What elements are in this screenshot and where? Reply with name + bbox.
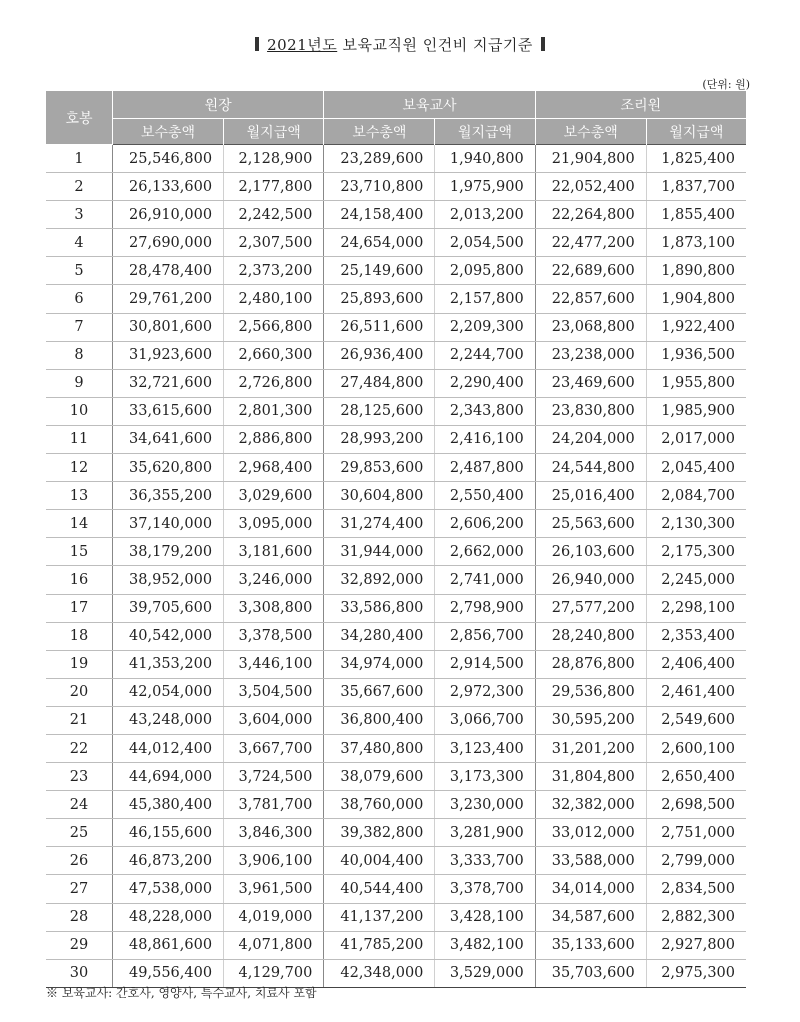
value-cell: 3,529,000	[435, 959, 535, 987]
value-cell: 23,830,800	[535, 397, 646, 425]
rank-cell: 30	[46, 959, 113, 987]
value-cell: 2,834,500	[646, 875, 746, 903]
value-cell: 35,620,800	[113, 454, 224, 482]
value-cell: 2,017,000	[646, 425, 746, 453]
value-cell: 25,016,400	[535, 482, 646, 510]
value-cell: 31,944,000	[324, 538, 435, 566]
table-row	[46, 763, 746, 791]
value-cell: 3,123,400	[435, 734, 535, 762]
value-cell: 2,550,400	[435, 482, 535, 510]
value-cell: 44,694,000	[113, 763, 224, 791]
value-cell: 26,940,000	[535, 566, 646, 594]
value-cell: 1,904,800	[646, 285, 746, 313]
value-cell: 2,416,100	[435, 425, 535, 453]
value-cell: 30,595,200	[535, 706, 646, 734]
table-row	[46, 425, 746, 453]
value-cell: 21,904,800	[535, 145, 646, 173]
value-cell: 28,125,600	[324, 397, 435, 425]
value-cell: 44,012,400	[113, 734, 224, 762]
table-row	[46, 650, 746, 678]
value-cell: 1,922,400	[646, 313, 746, 341]
value-cell: 2,244,700	[435, 341, 535, 369]
value-cell: 46,155,600	[113, 819, 224, 847]
value-cell: 2,175,300	[646, 538, 746, 566]
value-cell: 34,014,000	[535, 875, 646, 903]
rank-cell: 22	[46, 734, 113, 762]
document-title	[0, 34, 800, 55]
value-cell: 28,876,800	[535, 650, 646, 678]
value-cell: 2,799,000	[646, 847, 746, 875]
value-cell: 2,343,800	[435, 397, 535, 425]
value-cell: 2,461,400	[646, 678, 746, 706]
table-row	[46, 678, 746, 706]
value-cell: 29,761,200	[113, 285, 224, 313]
rank-cell: 12	[46, 454, 113, 482]
value-cell: 25,563,600	[535, 510, 646, 538]
rank-cell: 10	[46, 397, 113, 425]
value-cell: 22,477,200	[535, 229, 646, 257]
value-cell: 3,846,300	[224, 819, 324, 847]
table-row	[46, 285, 746, 313]
value-cell: 2,487,800	[435, 454, 535, 482]
rank-cell: 24	[46, 791, 113, 819]
value-cell: 3,428,100	[435, 903, 535, 931]
value-cell: 26,936,400	[324, 341, 435, 369]
rank-cell: 3	[46, 201, 113, 229]
rank-cell: 11	[46, 425, 113, 453]
value-cell: 3,961,500	[224, 875, 324, 903]
value-cell: 46,873,200	[113, 847, 224, 875]
value-cell: 2,968,400	[224, 454, 324, 482]
value-cell: 42,348,000	[324, 959, 435, 987]
value-cell: 34,587,600	[535, 903, 646, 931]
value-cell: 22,689,600	[535, 257, 646, 285]
value-cell: 3,281,900	[435, 819, 535, 847]
value-cell: 24,544,800	[535, 454, 646, 482]
value-cell: 29,536,800	[535, 678, 646, 706]
value-cell: 23,289,600	[324, 145, 435, 173]
value-cell: 22,264,800	[535, 201, 646, 229]
rank-cell: 7	[46, 313, 113, 341]
value-cell: 35,703,600	[535, 959, 646, 987]
value-cell: 3,604,000	[224, 706, 324, 734]
table-row	[46, 931, 746, 959]
rank-cell: 23	[46, 763, 113, 791]
rank-cell: 4	[46, 229, 113, 257]
value-cell: 1,873,100	[646, 229, 746, 257]
value-cell: 25,893,600	[324, 285, 435, 313]
value-cell: 2,741,000	[435, 566, 535, 594]
header-group-teacher: 보육교사	[324, 91, 535, 119]
value-cell: 25,546,800	[113, 145, 224, 173]
value-cell: 1,940,800	[435, 145, 535, 173]
rank-cell: 25	[46, 819, 113, 847]
value-cell: 23,068,800	[535, 313, 646, 341]
value-cell: 35,133,600	[535, 931, 646, 959]
table-row	[46, 173, 746, 201]
title-year: 2021년도	[267, 36, 338, 54]
value-cell: 38,952,000	[113, 566, 224, 594]
table-row	[46, 510, 746, 538]
value-cell: 1,890,800	[646, 257, 746, 285]
table-row	[46, 734, 746, 762]
rank-cell: 16	[46, 566, 113, 594]
value-cell: 34,974,000	[324, 650, 435, 678]
rank-cell: 20	[46, 678, 113, 706]
value-cell: 33,586,800	[324, 594, 435, 622]
value-cell: 26,910,000	[113, 201, 224, 229]
value-cell: 2,606,200	[435, 510, 535, 538]
value-cell: 40,544,400	[324, 875, 435, 903]
value-cell: 2,054,500	[435, 229, 535, 257]
value-cell: 43,248,000	[113, 706, 224, 734]
value-cell: 28,478,400	[113, 257, 224, 285]
value-cell: 36,355,200	[113, 482, 224, 510]
rank-cell: 17	[46, 594, 113, 622]
table-row	[46, 369, 746, 397]
value-cell: 4,019,000	[224, 903, 324, 931]
header-subcol: 보수총액	[324, 119, 435, 145]
table-row	[46, 201, 746, 229]
value-cell: 34,641,600	[113, 425, 224, 453]
value-cell: 2,298,100	[646, 594, 746, 622]
table-row	[46, 875, 746, 903]
value-cell: 23,238,000	[535, 341, 646, 369]
table-row	[46, 819, 746, 847]
value-cell: 3,173,300	[435, 763, 535, 791]
value-cell: 2,045,400	[646, 454, 746, 482]
table-row	[46, 397, 746, 425]
rank-cell: 13	[46, 482, 113, 510]
value-cell: 3,095,000	[224, 510, 324, 538]
value-cell: 1,837,700	[646, 173, 746, 201]
rank-cell: 14	[46, 510, 113, 538]
value-cell: 48,861,600	[113, 931, 224, 959]
value-cell: 2,157,800	[435, 285, 535, 313]
value-cell: 2,566,800	[224, 313, 324, 341]
table-row	[46, 229, 746, 257]
value-cell: 2,662,000	[435, 538, 535, 566]
footnote: ※ 보육교사: 간호사, 영양사, 특수교사, 치료사 포함	[46, 986, 317, 1000]
table-header	[46, 91, 746, 145]
value-cell: 3,378,500	[224, 622, 324, 650]
header-subcol: 보수총액	[535, 119, 646, 145]
value-cell: 27,690,000	[113, 229, 224, 257]
rank-cell: 27	[46, 875, 113, 903]
rank-cell: 19	[46, 650, 113, 678]
value-cell: 4,129,700	[224, 959, 324, 987]
value-cell: 2,975,300	[646, 959, 746, 987]
header-subcol: 월지급액	[224, 119, 324, 145]
value-cell: 3,333,700	[435, 847, 535, 875]
value-cell: 40,542,000	[113, 622, 224, 650]
rank-cell: 29	[46, 931, 113, 959]
value-cell: 2,209,300	[435, 313, 535, 341]
value-cell: 3,504,500	[224, 678, 324, 706]
value-cell: 26,133,600	[113, 173, 224, 201]
unit-label: (단위: 원)	[702, 78, 750, 91]
value-cell: 40,004,400	[324, 847, 435, 875]
rank-cell: 9	[46, 369, 113, 397]
table-row	[46, 706, 746, 734]
value-cell: 38,179,200	[113, 538, 224, 566]
value-cell: 2,128,900	[224, 145, 324, 173]
value-cell: 2,751,000	[646, 819, 746, 847]
value-cell: 37,480,800	[324, 734, 435, 762]
rank-cell: 28	[46, 903, 113, 931]
value-cell: 2,726,800	[224, 369, 324, 397]
title-bar-left	[255, 37, 259, 51]
value-cell: 22,857,600	[535, 285, 646, 313]
title-text: 보육교직원 인건비 지급기준	[342, 36, 533, 54]
value-cell: 2,290,400	[435, 369, 535, 397]
value-cell: 32,382,000	[535, 791, 646, 819]
value-cell: 1,955,800	[646, 369, 746, 397]
value-cell: 35,667,600	[324, 678, 435, 706]
value-cell: 1,975,900	[435, 173, 535, 201]
table-row	[46, 482, 746, 510]
table-row	[46, 538, 746, 566]
value-cell: 37,140,000	[113, 510, 224, 538]
value-cell: 2,600,100	[646, 734, 746, 762]
value-cell: 1,985,900	[646, 397, 746, 425]
table-row	[46, 566, 746, 594]
rank-cell: 5	[46, 257, 113, 285]
value-cell: 41,137,200	[324, 903, 435, 931]
value-cell: 3,446,100	[224, 650, 324, 678]
value-cell: 2,480,100	[224, 285, 324, 313]
value-cell: 23,710,800	[324, 173, 435, 201]
value-cell: 2,242,500	[224, 201, 324, 229]
title-bar-right	[541, 37, 545, 51]
value-cell: 28,240,800	[535, 622, 646, 650]
rank-cell: 1	[46, 145, 113, 173]
value-cell: 31,274,400	[324, 510, 435, 538]
value-cell: 3,667,700	[224, 734, 324, 762]
value-cell: 2,084,700	[646, 482, 746, 510]
header-subcol: 보수총액	[113, 119, 224, 145]
value-cell: 41,353,200	[113, 650, 224, 678]
salary-table	[46, 91, 746, 988]
value-cell: 38,079,600	[324, 763, 435, 791]
value-cell: 4,071,800	[224, 931, 324, 959]
value-cell: 2,406,400	[646, 650, 746, 678]
value-cell: 32,892,000	[324, 566, 435, 594]
header-rank: 호봉	[46, 91, 113, 145]
value-cell: 41,785,200	[324, 931, 435, 959]
value-cell: 2,095,800	[435, 257, 535, 285]
value-cell: 47,538,000	[113, 875, 224, 903]
value-cell: 27,484,800	[324, 369, 435, 397]
value-cell: 1,825,400	[646, 145, 746, 173]
header-subcol: 월지급액	[646, 119, 746, 145]
value-cell: 39,705,600	[113, 594, 224, 622]
value-cell: 39,382,800	[324, 819, 435, 847]
value-cell: 2,801,300	[224, 397, 324, 425]
value-cell: 3,781,700	[224, 791, 324, 819]
value-cell: 3,378,700	[435, 875, 535, 903]
value-cell: 1,855,400	[646, 201, 746, 229]
value-cell: 2,856,700	[435, 622, 535, 650]
value-cell: 3,906,100	[224, 847, 324, 875]
value-cell: 23,469,600	[535, 369, 646, 397]
value-cell: 2,886,800	[224, 425, 324, 453]
rank-cell: 6	[46, 285, 113, 313]
rank-cell: 2	[46, 173, 113, 201]
value-cell: 31,804,800	[535, 763, 646, 791]
value-cell: 2,245,000	[646, 566, 746, 594]
value-cell: 42,054,000	[113, 678, 224, 706]
value-cell: 24,158,400	[324, 201, 435, 229]
value-cell: 28,993,200	[324, 425, 435, 453]
value-cell: 3,482,100	[435, 931, 535, 959]
value-cell: 3,066,700	[435, 706, 535, 734]
value-cell: 1,936,500	[646, 341, 746, 369]
value-cell: 2,660,300	[224, 341, 324, 369]
value-cell: 3,246,000	[224, 566, 324, 594]
value-cell: 38,760,000	[324, 791, 435, 819]
value-cell: 2,130,300	[646, 510, 746, 538]
value-cell: 45,380,400	[113, 791, 224, 819]
value-cell: 2,013,200	[435, 201, 535, 229]
table-row	[46, 454, 746, 482]
value-cell: 22,052,400	[535, 173, 646, 201]
value-cell: 24,204,000	[535, 425, 646, 453]
value-cell: 2,307,500	[224, 229, 324, 257]
value-cell: 2,177,800	[224, 173, 324, 201]
rank-cell: 21	[46, 706, 113, 734]
value-cell: 26,511,600	[324, 313, 435, 341]
value-cell: 3,724,500	[224, 763, 324, 791]
rank-cell: 18	[46, 622, 113, 650]
header-subcol: 월지급액	[435, 119, 535, 145]
value-cell: 30,801,600	[113, 313, 224, 341]
value-cell: 3,230,000	[435, 791, 535, 819]
value-cell: 2,373,200	[224, 257, 324, 285]
header-group-director: 원장	[113, 91, 324, 119]
value-cell: 2,698,500	[646, 791, 746, 819]
table-row	[46, 145, 746, 173]
value-cell: 2,650,400	[646, 763, 746, 791]
value-cell: 33,012,000	[535, 819, 646, 847]
value-cell: 32,721,600	[113, 369, 224, 397]
value-cell: 2,914,500	[435, 650, 535, 678]
header-group-cook: 조리원	[535, 91, 746, 119]
value-cell: 2,972,300	[435, 678, 535, 706]
value-cell: 33,588,000	[535, 847, 646, 875]
value-cell: 31,201,200	[535, 734, 646, 762]
value-cell: 2,882,300	[646, 903, 746, 931]
table-row	[46, 847, 746, 875]
table-row	[46, 791, 746, 819]
table-row	[46, 903, 746, 931]
value-cell: 3,181,600	[224, 538, 324, 566]
table-row	[46, 257, 746, 285]
table-row	[46, 313, 746, 341]
table-row	[46, 594, 746, 622]
table-body	[46, 145, 746, 988]
value-cell: 2,549,600	[646, 706, 746, 734]
value-cell: 26,103,600	[535, 538, 646, 566]
value-cell: 2,798,900	[435, 594, 535, 622]
value-cell: 49,556,400	[113, 959, 224, 987]
value-cell: 3,029,600	[224, 482, 324, 510]
table-row	[46, 622, 746, 650]
value-cell: 36,800,400	[324, 706, 435, 734]
value-cell: 48,228,000	[113, 903, 224, 931]
table-row	[46, 341, 746, 369]
rank-cell: 26	[46, 847, 113, 875]
value-cell: 31,923,600	[113, 341, 224, 369]
value-cell: 29,853,600	[324, 454, 435, 482]
value-cell: 30,604,800	[324, 482, 435, 510]
value-cell: 3,308,800	[224, 594, 324, 622]
value-cell: 33,615,600	[113, 397, 224, 425]
value-cell: 2,927,800	[646, 931, 746, 959]
value-cell: 2,353,400	[646, 622, 746, 650]
value-cell: 25,149,600	[324, 257, 435, 285]
rank-cell: 15	[46, 538, 113, 566]
rank-cell: 8	[46, 341, 113, 369]
value-cell: 24,654,000	[324, 229, 435, 257]
value-cell: 27,577,200	[535, 594, 646, 622]
value-cell: 34,280,400	[324, 622, 435, 650]
